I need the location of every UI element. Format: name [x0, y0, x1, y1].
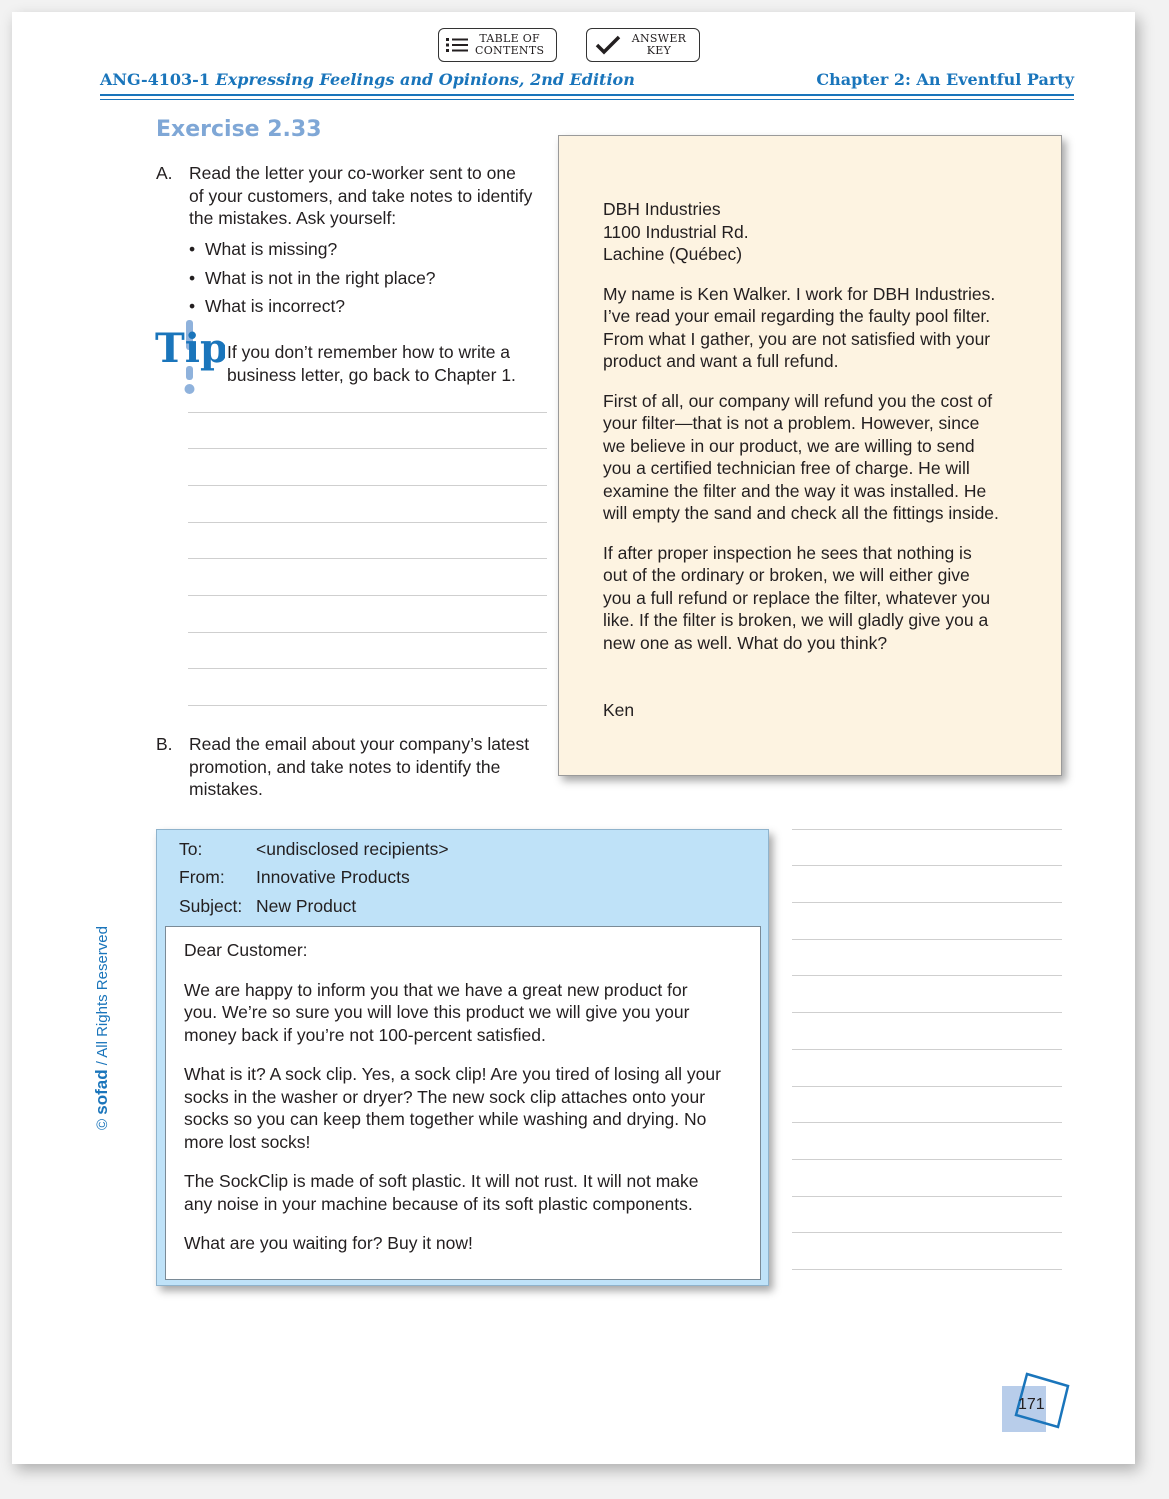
- course-header: [100, 70, 635, 89]
- email-subject-label: Subject:: [179, 896, 243, 916]
- email-greeting: Dear Customer:: [184, 940, 308, 960]
- address-line: DBH Industries: [603, 199, 721, 219]
- letter-line: like. If the filter is broken, we will gladly give you a: [603, 610, 989, 630]
- part-b-line: Read the email about your company’s latest: [189, 734, 530, 754]
- email-line: you. We’re so sure you will love this product we will give you your: [184, 1002, 690, 1022]
- note-line[interactable]: [188, 522, 547, 523]
- header-rule: [100, 94, 1074, 96]
- note-line[interactable]: [792, 865, 1062, 866]
- list-item-text: What is incorrect?: [205, 296, 346, 316]
- email-line: more lost socks!: [184, 1131, 311, 1152]
- email-from-row: [179, 866, 410, 889]
- part-b-letter: B.: [156, 734, 173, 754]
- note-line[interactable]: [188, 632, 547, 633]
- page-number: 171: [1018, 1396, 1045, 1413]
- answer-label-line1: ANSWER: [631, 32, 687, 45]
- checkmark-icon: [587, 35, 629, 55]
- note-line[interactable]: [792, 1269, 1062, 1270]
- email-line: What is it? A sock clip. Yes, a sock clip! Are you tired of losing all your: [184, 1064, 721, 1084]
- part-b-line: promotion, and take notes to identify the: [189, 756, 501, 777]
- letter-paragraph: [603, 542, 1033, 655]
- question-list: [189, 238, 436, 324]
- business-letter: [558, 135, 1062, 776]
- course-code: ANG-4103-1: [100, 70, 210, 89]
- letter-line: examine the filter and the way it was installed. He: [603, 480, 987, 501]
- toc-label-line2: CONTENTS: [475, 44, 545, 57]
- letter-line: First of all, our company will refund you the cost of: [603, 390, 993, 411]
- email-subject-row: [179, 895, 356, 918]
- email-from-value: Innovative Products: [256, 867, 410, 887]
- note-line[interactable]: [792, 975, 1062, 976]
- letter-line: From what I gather, you are not satisfied with your: [603, 328, 991, 349]
- part-a-line: the mistakes. Ask yourself:: [189, 208, 397, 228]
- email-body: [165, 926, 761, 1280]
- letter-address: [603, 198, 1033, 266]
- tip-line: If you don’t remember how to write a: [227, 342, 511, 362]
- list-item: • What is missing?: [189, 238, 436, 267]
- letter-line: will empty the sand and check all the fittings inside.: [603, 503, 999, 523]
- email-line: The SockClip is made of soft plastic. It will not rust. It will not make: [184, 1171, 699, 1191]
- letter-line: you a certified technician free of charge. He will: [603, 458, 970, 478]
- email-from-label: From:: [179, 867, 225, 887]
- email-paragraph: [184, 979, 744, 1047]
- part-a-letter: A.: [156, 163, 173, 183]
- address-line: 1100 Industrial Rd.: [603, 221, 749, 242]
- part-b-line: mistakes.: [189, 779, 263, 799]
- answer-key-button[interactable]: [586, 28, 700, 62]
- note-line[interactable]: [792, 939, 1062, 940]
- part-a-line: Read the letter your co-worker sent to one: [189, 163, 516, 183]
- part-a-line: of your customers, and take notes to identify: [189, 185, 533, 206]
- note-line[interactable]: [792, 902, 1062, 903]
- tip-word: Tip: [155, 325, 225, 372]
- letter-paragraph: [603, 390, 1033, 525]
- tip-line: business letter, go back to Chapter 1.: [227, 364, 516, 385]
- note-line[interactable]: [792, 829, 1062, 830]
- note-line[interactable]: [188, 668, 547, 669]
- letter-line: My name is Ken Walker. I work for DBH Industries.: [603, 283, 996, 304]
- table-of-contents-button[interactable]: [438, 28, 557, 62]
- note-line[interactable]: [792, 1196, 1062, 1197]
- page-number-badge: [1000, 1372, 1080, 1437]
- note-line[interactable]: [188, 485, 547, 486]
- email-subject-value: New Product: [256, 896, 357, 916]
- letter-paragraph: [603, 283, 1033, 373]
- copyright-symbol: ©: [94, 1118, 111, 1130]
- note-line[interactable]: [188, 705, 547, 706]
- letter-line: out of the ordinary or broken, we will either give: [603, 565, 970, 585]
- rights-text: / All Rights Reserved: [94, 926, 111, 1070]
- email-line: We are happy to inform you that we have a great new product for: [184, 979, 688, 1000]
- letter-line: new one as well. What do you think?: [603, 632, 888, 653]
- course-title: Expressing Feelings and Opinions, 2nd Edition: [215, 70, 635, 89]
- part-b-instructions: [189, 733, 559, 801]
- note-line[interactable]: [792, 1232, 1062, 1233]
- list-item-text: What is missing?: [205, 239, 338, 259]
- letter-line: product and want a full refund.: [603, 351, 839, 371]
- list-item-text: What is not in the right place?: [205, 267, 436, 288]
- exercise-title: Exercise 2.33: [156, 117, 322, 142]
- email-line: any noise in your machine because of its soft plastic components.: [184, 1193, 693, 1214]
- list-item: • What is not in the right place?: [189, 267, 436, 296]
- note-line[interactable]: [792, 1012, 1062, 1013]
- part-a-instructions: [189, 162, 559, 230]
- address-line: Lachine (Québec): [603, 244, 743, 264]
- letter-line: If after proper inspection he sees that nothing is: [603, 542, 972, 563]
- email-closing: What are you waiting for? Buy it now!: [184, 1233, 473, 1253]
- chapter-header: Chapter 2: An Eventful Party: [816, 70, 1074, 89]
- letter-content: [603, 198, 1033, 739]
- toc-label-line1: TABLE OF: [479, 32, 540, 45]
- copyright-notice: [92, 926, 112, 1130]
- letter-line: we believe in our product, we are willing to send: [603, 435, 975, 456]
- email-paragraph: [184, 1170, 744, 1215]
- letter-line: you a full refund or replace the filter, whatever you: [603, 587, 991, 608]
- note-line[interactable]: [188, 558, 547, 559]
- email-paragraph: [184, 1063, 744, 1153]
- list-icon: [439, 37, 475, 53]
- letter-signature: Ken: [603, 700, 635, 720]
- email-to-value: <undisclosed recipients>: [256, 839, 449, 859]
- note-line[interactable]: [188, 595, 547, 596]
- note-line[interactable]: [188, 412, 547, 413]
- note-line[interactable]: [188, 448, 547, 449]
- email-line: socks so you can keep them together while washing and drying. No: [184, 1109, 707, 1129]
- note-line[interactable]: [792, 1122, 1062, 1123]
- letter-line: I’ve read your email regarding the faulty pool filter.: [603, 306, 991, 326]
- header-rule-thin: [100, 99, 1074, 100]
- email-message: [156, 829, 769, 1286]
- email-to-label: To:: [179, 839, 203, 859]
- email-line: money back if you’re not 100-percent satisfied.: [184, 1024, 546, 1045]
- note-line[interactable]: [792, 1086, 1062, 1087]
- tip-icon: [155, 320, 225, 395]
- list-item: • What is incorrect?: [189, 295, 436, 324]
- brand-logo: sofad: [92, 1069, 111, 1115]
- letter-line: your filter—that is not a problem. However, since: [603, 413, 980, 433]
- note-line[interactable]: [792, 1159, 1062, 1160]
- email-content: [184, 939, 744, 1272]
- note-line[interactable]: [792, 1049, 1062, 1050]
- tip-text: [227, 341, 547, 386]
- email-to-row: [179, 838, 449, 861]
- answer-label-line2: KEY: [646, 44, 672, 57]
- email-line: socks in the washer or dryer? The new sock clip attaches onto your: [184, 1086, 706, 1107]
